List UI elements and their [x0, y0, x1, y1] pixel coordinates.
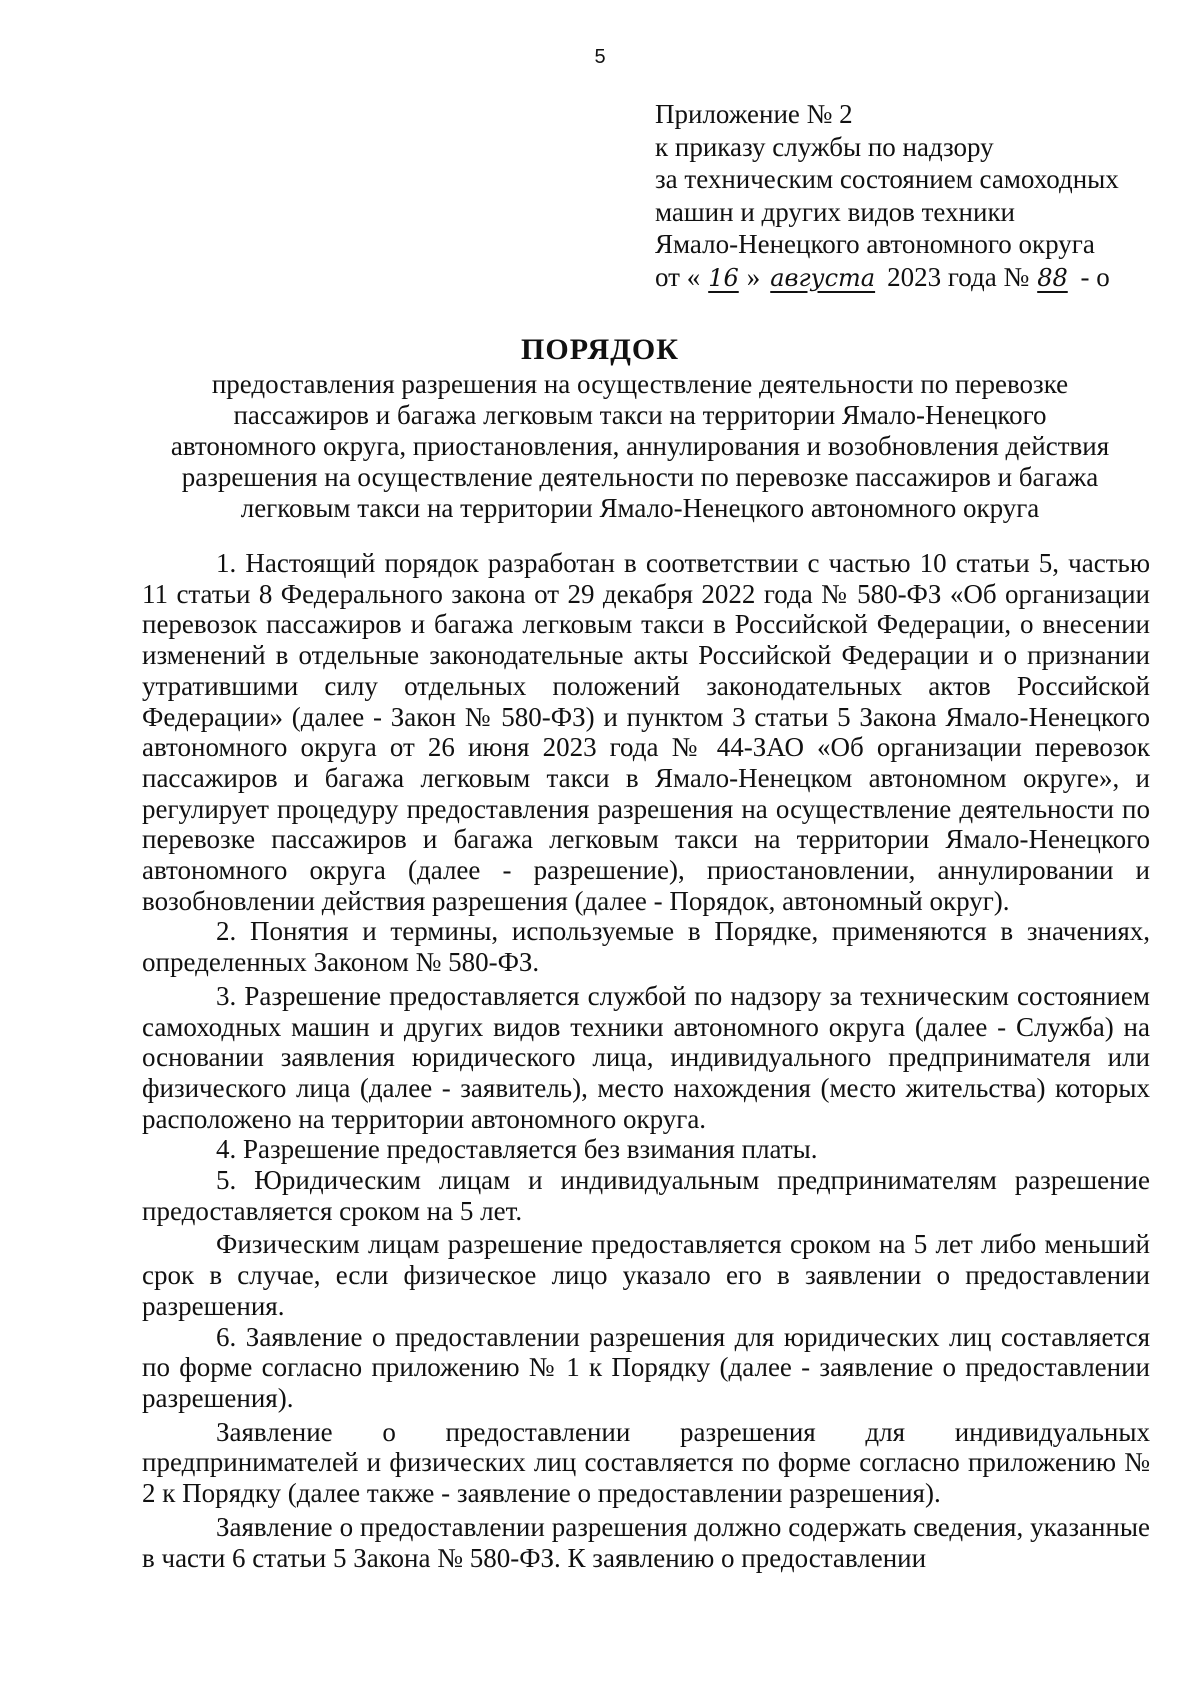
appendix-line: к приказу службы по надзору	[655, 131, 994, 162]
paragraph-2: 2. Понятия и термины, используемые в Порядке, применяются в значениях, определенных Законом № 580-ФЗ.	[142, 916, 1150, 978]
appendix-line: Ямало-Ненецкого автономного округа	[655, 229, 1095, 259]
paragraph-6-continued: Заявление о предоставлении разрешения для индивидуальных предпринимателей и физических лиц составляется по форме согласно приложению № 2 к Порядку (далее также - заявление о предоставлении разрешения).	[142, 1416, 1150, 1509]
appendix-line: Приложение № 2	[655, 99, 853, 129]
order-suffix: - о	[1080, 261, 1110, 292]
paragraph-3: 3. Разрешение предоставляется службой по надзору за техническим состоянием самоходных машин и других видов техники автономного округа (далее - Служба) на основании заявления юридического лица, индивидуального предпринимателя или физического лица (далее - заявитель), место нахождения (место жительства) которых расположено на территории автономного округа.	[142, 980, 1150, 1134]
appendix-line: машин и других видов техники	[655, 196, 1016, 227]
document-title: ПОРЯДОК	[521, 333, 679, 366]
paragraph-6: 6. Заявление о предоставлении разрешения для юридических лиц составляется по форме согласно приложению № 1 к Порядку (далее - заявление о предоставлении разрешения).	[142, 1321, 1150, 1413]
handwritten-month: августа	[770, 263, 876, 292]
subtitle-line: разрешения на осуществление деятельности по перевозке пассажиров и багажа	[181, 462, 1099, 492]
date-quote-close: »	[746, 261, 761, 292]
subtitle-line: легковым такси на территории Ямало-Ненецкого автономного округа	[240, 493, 1040, 523]
paragraph-4: 4. Разрешение предоставляется без взимания платы.	[216, 1134, 818, 1165]
subtitle-line: предоставления разрешения на осуществление деятельности по перевозке	[211, 369, 1069, 399]
handwritten-order-number: 88	[1037, 263, 1068, 292]
paragraph-1: 1. Настоящий порядок разработан в соответствии с частью 10 статьи 5, частью 11 статьи 8 Федерального закона от 29 декабря 2022 года № 580-ФЗ «Об организации перевозок пассажиров и багажа легковым такси в Российской Федерации, о внесении изменений в отдельные законодательные акты Российской Федерации и о признании утратившими силу отдельных положений законодательных актов Российской Федерации» (далее - Закон № 580-ФЗ) и пунктом 3 статьи 5 Закона Ямало-Ненецкого автономного округа от 26 июня 2023 года № 44-ЗАО «Об организации перевозок пассажиров и багажа легковым такси в Ямало-Ненецком автономном округе», и регулирует процедуру предоставления разрешения на осуществление деятельности по перевозке пассажиров и багажа легковым такси на территории Ямало-Ненецкого автономного округа (далее - разрешение), приостановлении, аннулировании и возобновлении действия разрешения (далее - Порядок, автономный округ).	[142, 548, 1150, 916]
paragraph-5: 5. Юридическим лицам и индивидуальным предпринимателям разрешение предоставляется сроком на 5 лет.	[142, 1165, 1150, 1226]
page-number: 5	[594, 46, 606, 68]
subtitle-line: пассажиров и багажа легковым такси на территории Ямало-Ненецкого	[233, 400, 1047, 430]
paragraph-6-requirements: Заявление о предоставлении разрешения должно содержать сведения, указанные в части 6 статьи 5 Закона № 580-ФЗ. К заявлению о предоставлении	[142, 1511, 1150, 1573]
document-subtitle	[140, 369, 1140, 524]
appendix-header	[655, 98, 1175, 294]
date-prefix: от «	[655, 261, 701, 292]
handwritten-day: 16	[708, 263, 739, 292]
paragraph-5-continued: Физическим лицам разрешение предоставляется сроком на 5 лет либо меньший срок в случае, если физическое лицо указало его в заявлении о предоставлении разрешения.	[142, 1229, 1150, 1321]
order-date-line	[655, 261, 1175, 295]
document-body	[142, 548, 1150, 1573]
appendix-line: за техническим состоянием самоходных	[655, 164, 1119, 194]
date-year: 2023 года №	[887, 261, 1030, 292]
subtitle-line: автономного округа, приостановления, аннулирования и возобновления действия	[170, 431, 1110, 461]
